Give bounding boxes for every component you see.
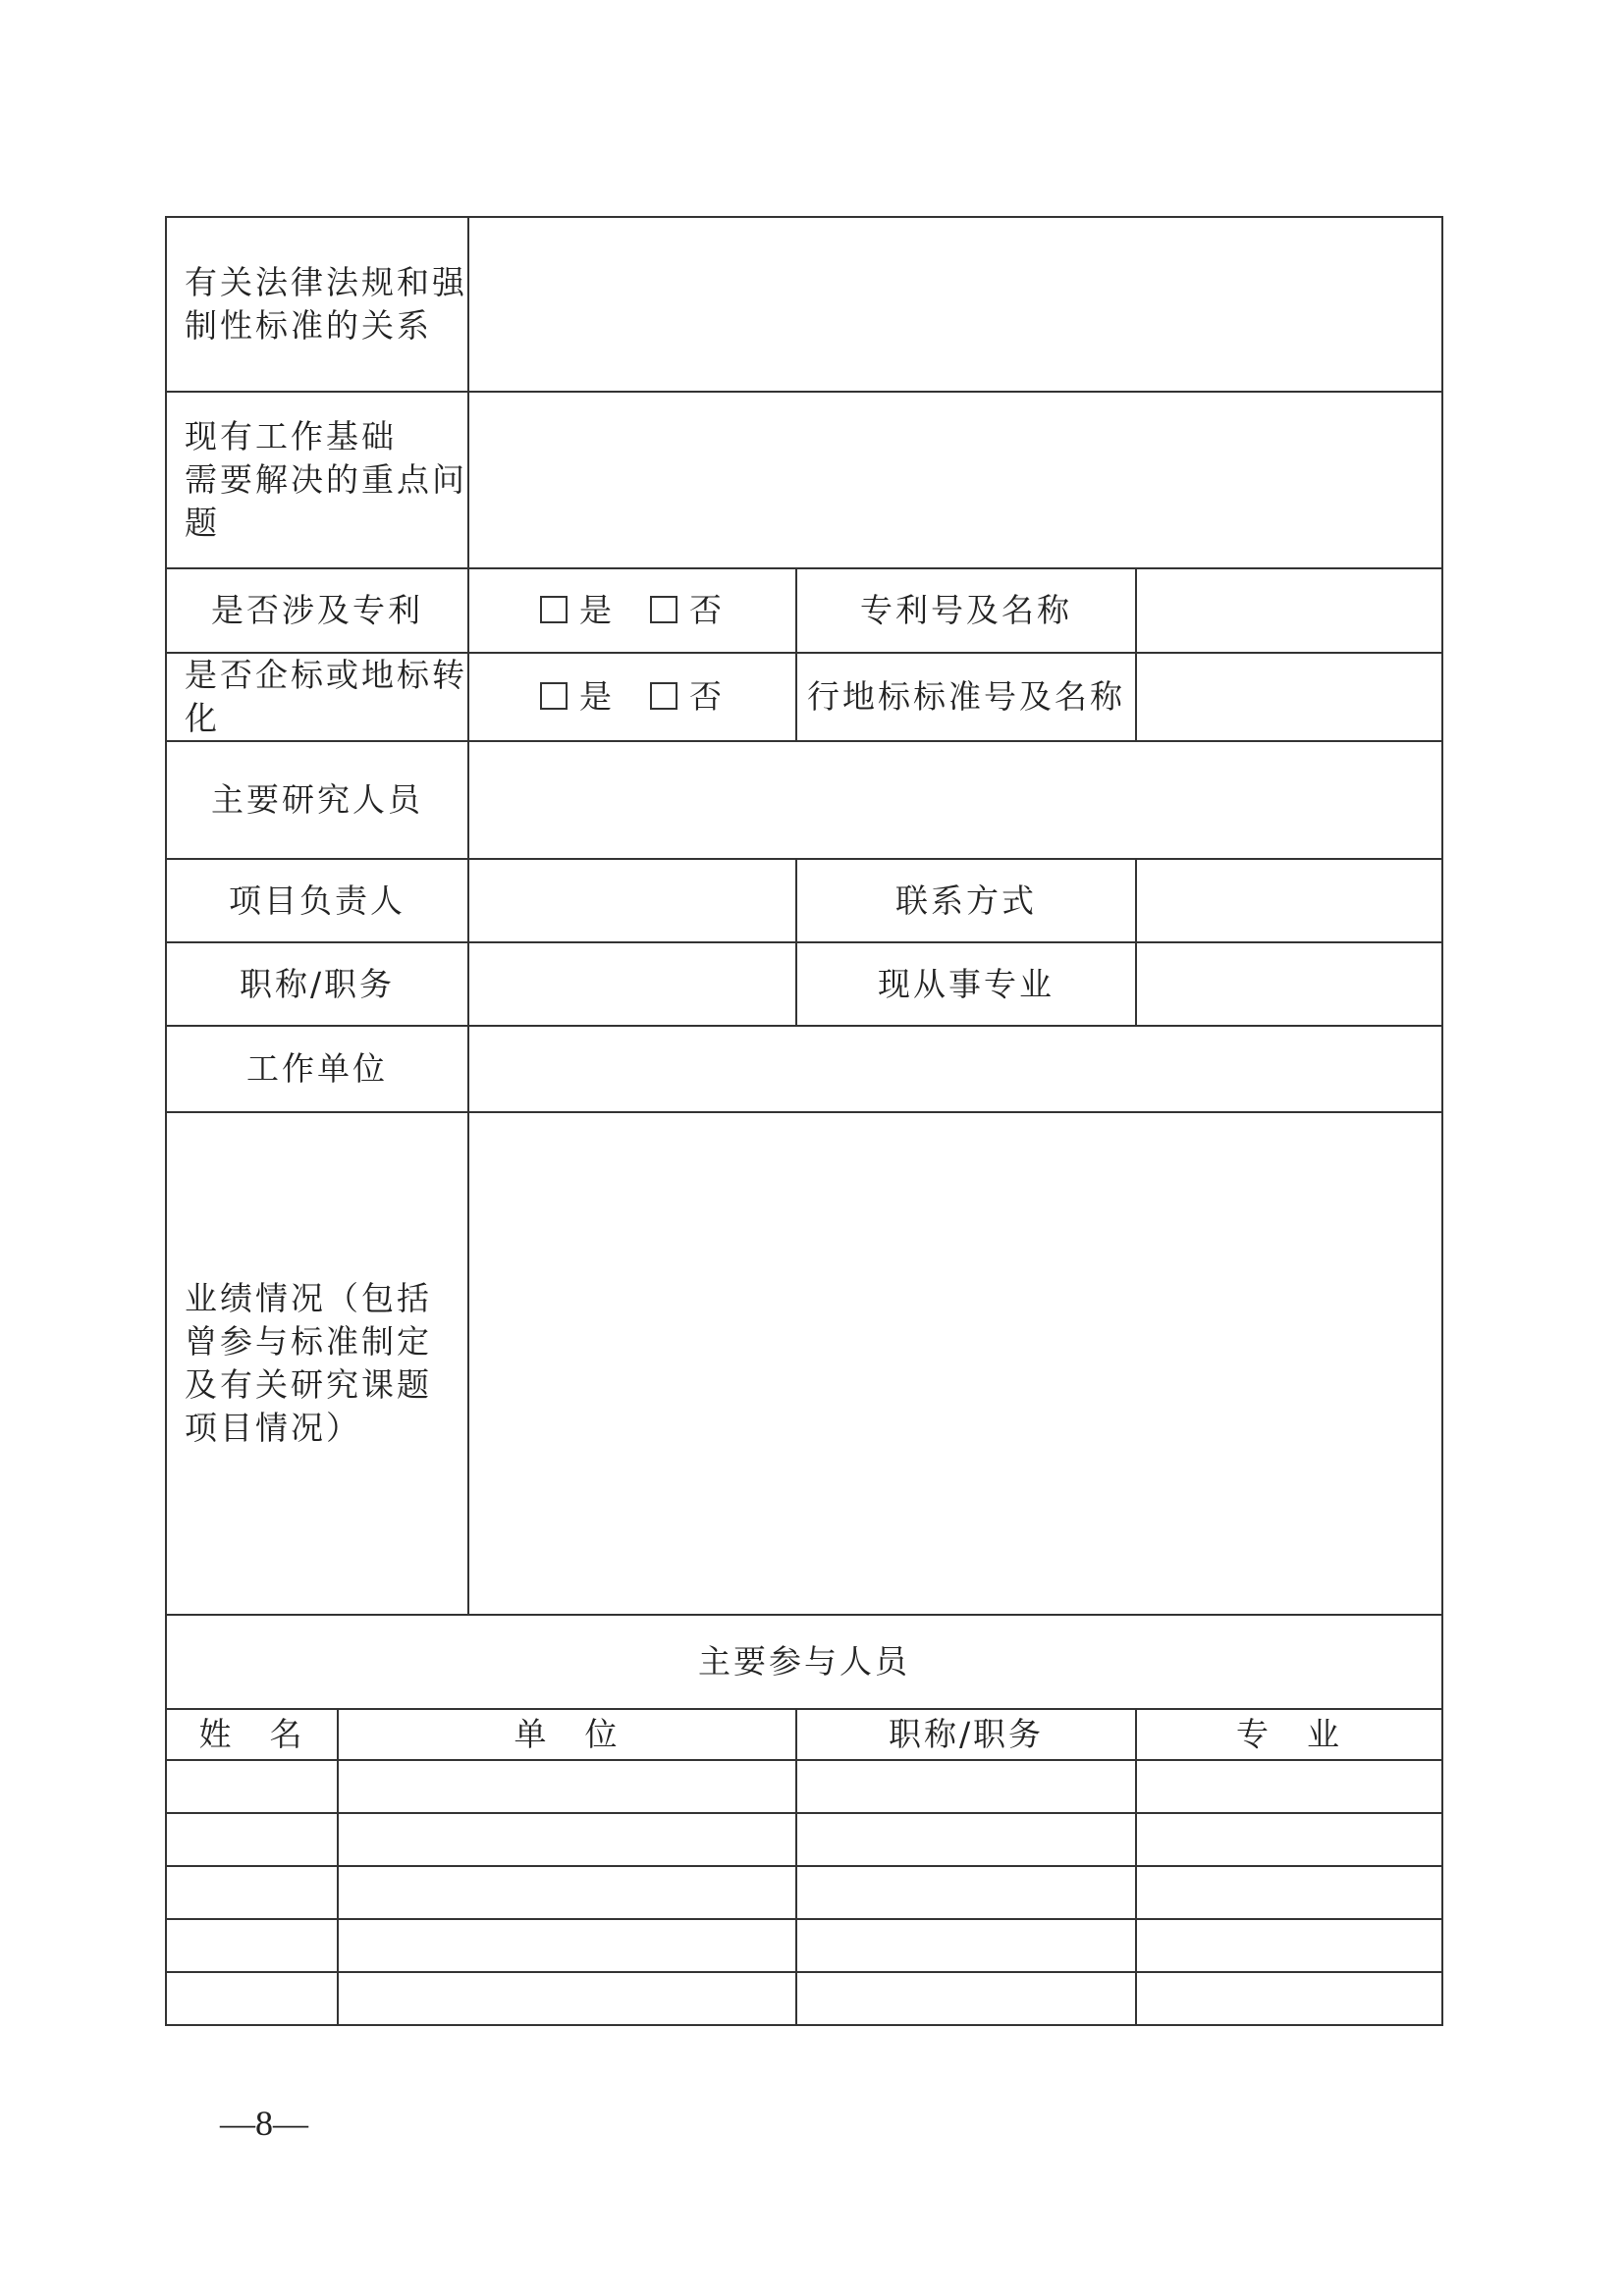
participant-major-cell[interactable] (1136, 1866, 1442, 1919)
participants-col-unit: 单 位 (338, 1709, 796, 1760)
participants-title: 主要参与人员 (166, 1615, 1442, 1709)
participants-col-name: 姓 名 (166, 1709, 338, 1760)
participant-title-cell[interactable] (796, 1813, 1136, 1866)
conversion-no-checkbox[interactable] (650, 682, 677, 710)
participant-name-cell[interactable] (166, 1919, 338, 1972)
conversion-yes-label: 是 (579, 677, 615, 716)
participant-major-cell[interactable] (1136, 1760, 1442, 1813)
contact-value-cell[interactable] (1136, 859, 1442, 942)
work-basis-value-cell[interactable] (468, 392, 1442, 568)
participant-unit-cell[interactable] (338, 1972, 796, 2025)
participant-row (166, 1813, 1442, 1866)
participant-row (166, 1919, 1442, 1972)
participant-row (166, 1760, 1442, 1813)
conversion-yes-checkbox[interactable] (540, 682, 568, 710)
leader-label: 项目负责人 (166, 859, 468, 942)
achievements-row (166, 1112, 1442, 1615)
participant-unit-cell[interactable] (338, 1919, 796, 1972)
title-label: 职称/职务 (166, 942, 468, 1026)
participants-col-title: 职称/职务 (796, 1709, 1136, 1760)
participants-col-major: 专 业 (1136, 1709, 1442, 1760)
law-relation-row (166, 217, 1442, 392)
patent-label: 是否涉及专利 (166, 568, 468, 653)
work-basis-label-line1: 现有工作基础 (185, 417, 397, 455)
employer-row (166, 1026, 1442, 1112)
conversion-no-label: 否 (689, 677, 725, 716)
participant-row (166, 1866, 1442, 1919)
researchers-label: 主要研究人员 (166, 741, 468, 859)
work-basis-label-line2: 需要解决的重点问题 (185, 460, 467, 542)
participant-title-cell[interactable] (796, 1866, 1136, 1919)
researchers-row (166, 741, 1442, 859)
participant-title-cell[interactable] (796, 1760, 1136, 1813)
patent-number-label: 专利号及名称 (796, 568, 1136, 653)
patent-no-checkbox[interactable] (650, 596, 677, 623)
law-relation-value-cell[interactable] (468, 217, 1442, 392)
standard-number-value-cell[interactable] (1136, 653, 1442, 741)
conversion-row (166, 653, 1442, 741)
patent-options (468, 568, 796, 653)
standard-number-label: 行地标标准号及名称 (796, 653, 1136, 741)
participant-major-cell[interactable] (1136, 1919, 1442, 1972)
title-row (166, 942, 1442, 1026)
participant-unit-cell[interactable] (338, 1760, 796, 1813)
participant-name-cell[interactable] (166, 1972, 338, 2025)
participant-unit-cell[interactable] (338, 1813, 796, 1866)
participant-name-cell[interactable] (166, 1813, 338, 1866)
conversion-label: 是否企标或地标转化 (166, 653, 468, 741)
title-value-cell[interactable] (468, 942, 796, 1026)
participant-title-cell[interactable] (796, 1972, 1136, 2025)
major-value-cell[interactable] (1136, 942, 1442, 1026)
patent-yes-checkbox[interactable] (540, 596, 568, 623)
leader-row (166, 859, 1442, 942)
work-basis-row (166, 392, 1442, 568)
participant-name-cell[interactable] (166, 1760, 338, 1813)
participant-major-cell[interactable] (1136, 1813, 1442, 1866)
achievements-label: 业绩情况（包括曾参与标准制定及有关研究课题项目情况） (166, 1112, 468, 1615)
leader-value-cell[interactable] (468, 859, 796, 942)
participant-row (166, 1972, 1442, 2025)
achievements-value-cell[interactable] (468, 1112, 1442, 1615)
participant-name-cell[interactable] (166, 1866, 338, 1919)
law-relation-label: 有关法律法规和强制性标准的关系 (166, 217, 468, 392)
employer-label: 工作单位 (166, 1026, 468, 1112)
researchers-value-cell[interactable] (468, 741, 1442, 859)
participant-title-cell[interactable] (796, 1919, 1136, 1972)
contact-label: 联系方式 (796, 859, 1136, 942)
conversion-options (468, 653, 796, 741)
employer-value-cell[interactable] (468, 1026, 1442, 1112)
patent-number-value-cell[interactable] (1136, 568, 1442, 653)
patent-row (166, 568, 1442, 653)
major-label: 现从事专业 (796, 942, 1136, 1026)
participants-header-row (166, 1709, 1442, 1760)
patent-no-label: 否 (689, 591, 725, 629)
work-basis-label (166, 392, 468, 568)
participant-major-cell[interactable] (1136, 1972, 1442, 2025)
page-number: —8— (220, 2104, 308, 2143)
patent-yes-label: 是 (579, 591, 615, 629)
participant-unit-cell[interactable] (338, 1866, 796, 1919)
application-form-table (165, 216, 1443, 2026)
participants-title-row (166, 1615, 1442, 1709)
